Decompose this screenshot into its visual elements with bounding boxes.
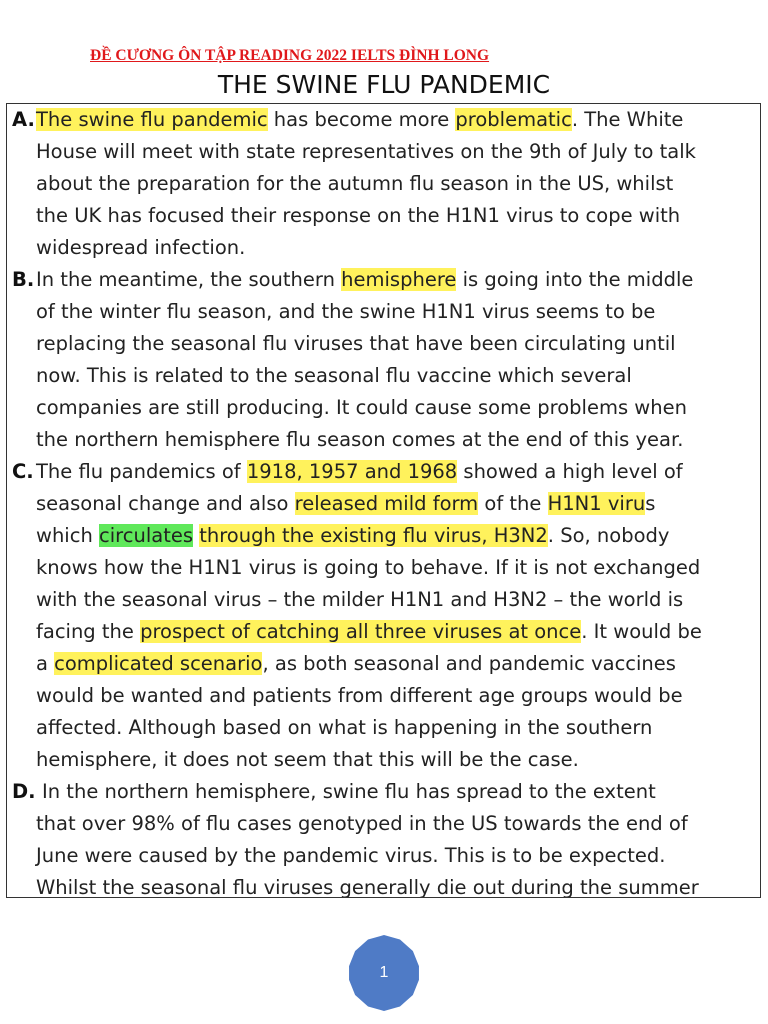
- paragraph-line: affected. Although based on what is happening in the southern: [36, 716, 653, 739]
- paragraph-line: companies are still producing. It could cause some problems when: [36, 396, 687, 419]
- paragraph-line: Whilst the seasonal flu viruses generally die out during the summer: [36, 876, 699, 898]
- text-run: In the northern hemisphere, swine flu has spread to the extent: [42, 780, 656, 803]
- highlighted-phrase: prospect of catching all three viruses at once: [140, 620, 582, 643]
- paragraph-letter: D.: [12, 780, 36, 803]
- highlighted-phrase: complicated scenario: [54, 652, 263, 675]
- text-run: . It would be: [581, 620, 702, 643]
- text-run: has become more: [267, 108, 456, 131]
- paragraph-c: [7, 456, 760, 776]
- paragraph-line: [7, 104, 760, 136]
- text-run: which: [36, 524, 100, 547]
- paragraph-line: [7, 488, 760, 520]
- paragraph-line: of the winter flu season, and the swine H1N1 virus seems to be: [36, 300, 656, 323]
- document-header: ĐỀ CƯƠNG ÔN TẬP READING 2022 IELTS ĐÌNH LONG: [90, 47, 490, 64]
- highlighted-phrase: H1N1 viru: [547, 492, 646, 515]
- paragraph-line: House will meet with state representatives on the 9th of July to talk: [36, 140, 696, 163]
- highlighted-phrase: through the existing flu virus, H3N2: [199, 524, 548, 547]
- text-run: . So, nobody: [547, 524, 670, 547]
- highlighted-phrase: 1918, 1957 and 1968: [246, 460, 458, 483]
- text-run: of the: [478, 492, 548, 515]
- paragraph-line: [7, 264, 760, 296]
- text-run: showed a high level of: [457, 460, 683, 483]
- highlighted-phrase: hemisphere: [341, 268, 457, 291]
- paragraph-line: that over 98% of flu cases genotyped in the US towards the end of: [36, 812, 688, 835]
- text-run: is going into the middle: [456, 268, 694, 291]
- paragraph-line: June were caused by the pandemic virus. This is to be expected.: [36, 844, 666, 867]
- paragraph-line: knows how the H1N1 virus is going to behave. If it is not exchanged: [36, 556, 701, 579]
- paragraph-line: with the seasonal virus – the milder H1N1 and H3N2 – the world is: [36, 588, 684, 611]
- text-run: The flu pandemics of: [36, 460, 247, 483]
- highlighted-phrase: released mild form: [294, 492, 479, 515]
- paragraph-line: hemisphere, it does not seem that this will be the case.: [36, 748, 579, 771]
- paragraph-line: [7, 456, 760, 488]
- paragraph-letter: C.: [12, 460, 34, 483]
- passage-title: THE SWINE FLU PANDEMIC: [217, 70, 551, 99]
- paragraph-line: [7, 520, 760, 552]
- paragraph-line: would be wanted and patients from different age groups would be: [36, 684, 683, 707]
- highlighted-phrase: problematic: [455, 108, 572, 131]
- highlighted-phrase: The swine flu pandemic: [36, 108, 268, 131]
- text-run: In the meantime, the southern: [36, 268, 342, 291]
- paragraph-letter: A.: [12, 108, 35, 131]
- paragraph-d: [7, 776, 760, 898]
- paragraph-line: widespread infection.: [36, 236, 246, 259]
- text-run: s: [645, 492, 656, 515]
- paragraph-line: [7, 648, 760, 680]
- paragraph-line: about the preparation for the autumn flu season in the US, whilst: [36, 172, 674, 195]
- text-run: facing the: [36, 620, 141, 643]
- paragraph-a: [7, 104, 760, 264]
- paragraph-line: now. This is related to the seasonal flu vaccine which several: [36, 364, 632, 387]
- passage-frame: [6, 103, 761, 898]
- paragraph-letter: B.: [12, 268, 35, 291]
- paragraph-line: replacing the seasonal flu viruses that have been circulating until: [36, 332, 676, 355]
- paragraph-line: the UK has focused their response on the H1N1 virus to cope with: [36, 204, 681, 227]
- paragraph-b: [7, 264, 760, 456]
- paragraph-line: the northern hemisphere flu season comes at the end of this year.: [36, 428, 684, 451]
- paragraph-line: [7, 776, 760, 808]
- text-run: a: [36, 652, 55, 675]
- highlighted-phrase-green: circulates: [99, 524, 193, 547]
- paragraph-line: [7, 616, 760, 648]
- text-run: , as both seasonal and pandemic vaccines: [262, 652, 676, 675]
- text-run: seasonal change and also: [36, 492, 295, 515]
- text-run: . The White: [571, 108, 684, 131]
- page-number: 1: [379, 964, 389, 981]
